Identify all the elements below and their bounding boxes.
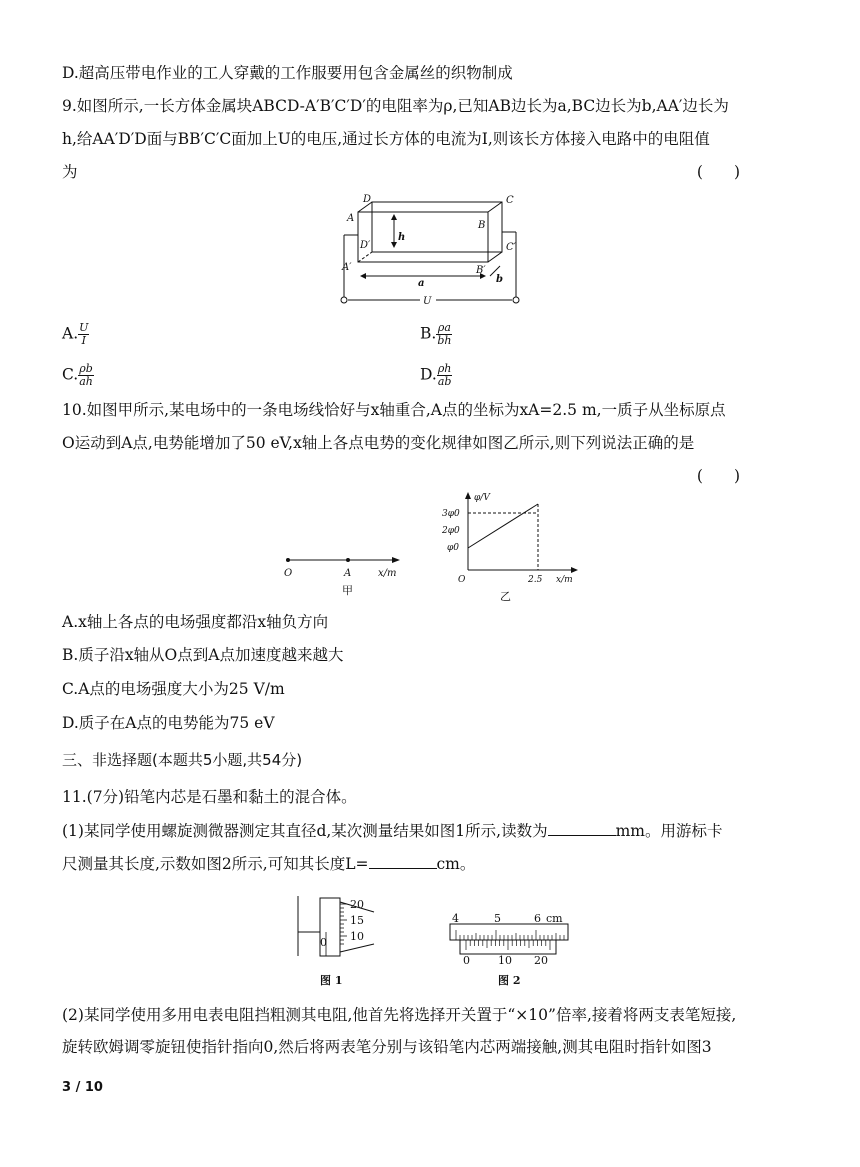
yi-tick-phi0: φ0 (447, 543, 460, 553)
q10-option-a: A.x轴上各点的电场强度都沿x轴负方向 (62, 613, 329, 631)
yi-tick-3phi0: 3φ0 (442, 509, 460, 519)
q11-part1-text-d: cm。 (436, 855, 476, 873)
label-h: h (398, 232, 406, 243)
q10-option-d: D.质子在A点的电势能为75 eV (62, 714, 275, 732)
q8-option-d: D.超高压带电作业的工人穿戴的工作服要用包含金属丝的织物制成 (62, 64, 513, 82)
option-letter: B. (420, 324, 437, 343)
label-Aprime: A′ (342, 262, 352, 273)
yi-tick-2phi0: 2φ0 (442, 526, 460, 536)
label-A: A (347, 213, 355, 224)
q9-option-c (62, 363, 94, 388)
q10-stem-line1: 10.如图甲所示,某电场中的一条电场线恰好与x轴重合,A点的坐标为xA=2.5 m,一质子从坐标原点 (62, 401, 726, 419)
label-b: b (496, 274, 503, 285)
yi-caption: 乙 (500, 590, 511, 603)
caliper-main-5: 5 (494, 912, 501, 925)
q11-part1-line2 (62, 853, 475, 875)
q9-option-d (420, 363, 452, 388)
caliper-vernier-20: 20 (534, 954, 548, 967)
caliper-main-4: 4 (452, 912, 459, 925)
q9-stem-line2: h,给AA′D′D面与BB′C′C面加上U的电压,通过长方体的电流为I,则该长方体接入电路中的电阻值 (62, 130, 710, 148)
q10-figure-yi (438, 488, 588, 608)
caliper-vernier-0: 0 (463, 954, 470, 967)
q9-answer-paren: ( ) (696, 163, 740, 181)
label-Dprime: D′ (360, 240, 371, 251)
fraction-denominator: I (81, 334, 86, 347)
yi-yaxis: φ/V (474, 493, 490, 503)
q9-stem-line1: 9.如图所示,一长方体金属块ABCD-A′B′C′D′的电阻率为ρ,已知AB边长为a,BC边长为b,AA′边长为 (62, 97, 729, 115)
q10-answer-paren: ( ) (696, 467, 740, 485)
length-answer-blank[interactable] (369, 854, 437, 869)
q11-part1-line1 (62, 820, 723, 842)
section-heading: 三、非选择题(本题共5小题,共54分) (62, 751, 303, 769)
jia-A: A (344, 568, 352, 579)
diameter-answer-blank[interactable] (548, 821, 616, 836)
fraction-numerator: ρa (437, 321, 451, 334)
q10-figure-jia (278, 550, 418, 600)
yi-xaxis: x/m (556, 575, 573, 585)
fraction-denominator: ah (79, 375, 93, 388)
label-C: C (506, 195, 514, 206)
fraction-numerator: U (79, 321, 89, 334)
option-letter: A. (62, 324, 79, 343)
yi-xtick: 2.5 (528, 575, 543, 585)
micrometer-zero: 0 (320, 936, 327, 949)
q9-option-a (62, 322, 89, 347)
q11-part1-text-a: (1)某同学使用螺旋测微器测定其直径d,某次测量结果如图1所示,读数为 (62, 822, 548, 840)
q11-part2-line2: 旋转欧姆调零旋钮使指针指向0,然后将两表笔分别与该铅笔内芯两端接触,测其电阻时指针如图3 (62, 1038, 712, 1056)
q11-micrometer-figure (292, 892, 382, 992)
q10-stem-line2: O运动到A点,电势能增加了50 eV,x轴上各点电势的变化规律如图乙所示,则下列说法正确的是 (62, 434, 695, 452)
q9-stem-tail: 为 (62, 163, 78, 181)
caliper-main-6: 6 (534, 912, 541, 925)
q11-vernier-figure (446, 910, 576, 992)
option-letter: C. (62, 365, 79, 384)
label-U: U (423, 296, 432, 307)
label-Bprime: B′ (476, 265, 486, 276)
micrometer-tick-15: 15 (350, 914, 364, 927)
label-D: D (363, 194, 372, 205)
label-a: a (418, 278, 425, 289)
micrometer-tick-10: 10 (350, 930, 364, 943)
micrometer-tick-20: 20 (350, 898, 364, 911)
q11-part1-text-c: 尺测量其长度,示数如图2所示,可知其长度L= (62, 855, 369, 873)
q11-part1-text-b: mm。用游标卡 (615, 822, 723, 840)
q10-option-c: C.A点的电场强度大小为25 V/m (62, 680, 285, 698)
fig2-caption: 图 2 (498, 974, 521, 987)
yi-origin: O (458, 575, 466, 585)
q11-part2-line1: (2)某同学使用多用电表电阻挡粗测其电阻,他首先将选择开关置于“×10”倍率,接着将两支表笔短接, (62, 1006, 737, 1024)
fraction-numerator: ρb (79, 362, 93, 375)
fraction-denominator: bh (437, 334, 452, 347)
caliper-unit: cm (546, 912, 563, 925)
jia-O: O (284, 568, 293, 579)
label-Cprime: C′ (506, 242, 516, 253)
q10-option-b: B.质子沿x轴从O点到A点加速度越来越大 (62, 646, 344, 664)
jia-caption: 甲 (342, 584, 353, 597)
q9-cuboid-figure (330, 190, 530, 310)
label-B: B (478, 220, 486, 231)
fraction-numerator: ρh (437, 362, 452, 375)
q9-option-b (420, 322, 452, 347)
fig1-caption: 图 1 (320, 974, 343, 987)
fraction-denominator: ab (437, 375, 452, 388)
option-letter: D. (420, 365, 437, 384)
page-number: 3 / 10 (62, 1080, 103, 1095)
jia-axis: x/m (378, 568, 397, 579)
caliper-vernier-10: 10 (498, 954, 512, 967)
q9-stem-line3 (62, 161, 800, 183)
q11-intro: 11.(7分)铅笔内芯是石墨和黏土的混合体。 (62, 788, 357, 806)
